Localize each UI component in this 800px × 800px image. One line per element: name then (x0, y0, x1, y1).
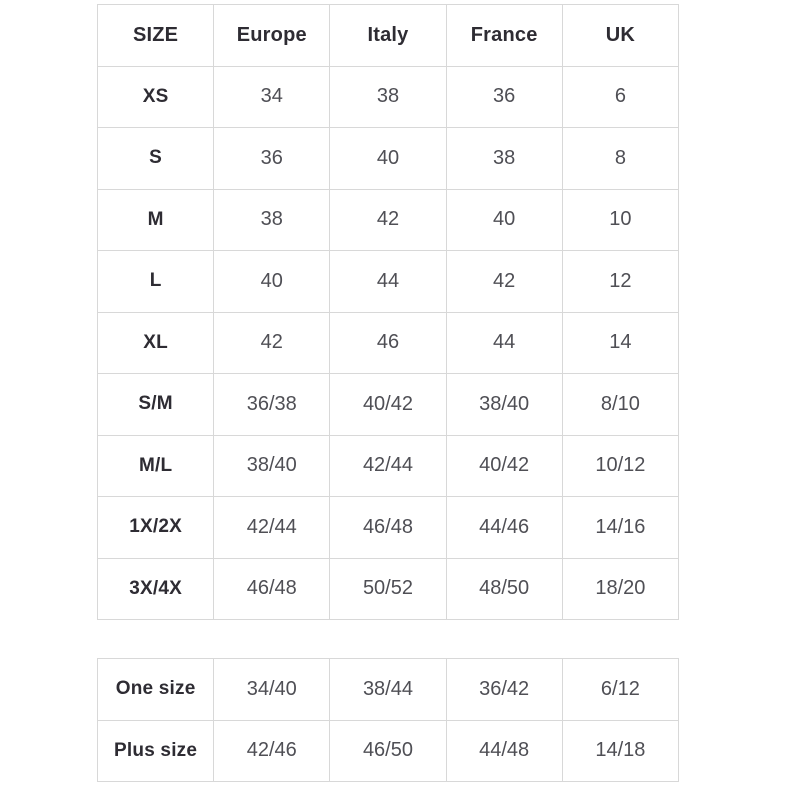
size-value-cell: 46 (330, 312, 446, 374)
column-header: France (446, 5, 562, 67)
size-value-cell: 42/46 (214, 720, 330, 782)
table-row (98, 497, 679, 559)
size-value-cell: 42 (330, 189, 446, 251)
size-value-cell: 10/12 (562, 435, 678, 497)
row-label: One size (98, 659, 214, 721)
size-value-cell: 34/40 (214, 659, 330, 721)
size-value-cell: 38 (330, 66, 446, 128)
size-value-cell: 12 (562, 251, 678, 313)
size-conversion-table (97, 4, 679, 620)
size-value-cell: 40 (446, 189, 562, 251)
size-value-cell: 36 (214, 128, 330, 190)
table-row (98, 374, 679, 436)
size-value-cell: 40/42 (446, 435, 562, 497)
size-value-cell: 10 (562, 189, 678, 251)
column-header: Europe (214, 5, 330, 67)
row-label: XL (98, 312, 214, 374)
size-value-cell: 42/44 (330, 435, 446, 497)
size-value-cell: 36 (446, 66, 562, 128)
table-row (98, 66, 679, 128)
row-label: 1X/2X (98, 497, 214, 559)
special-size-table-body (98, 659, 679, 782)
table-row (98, 128, 679, 190)
size-value-cell: 38 (446, 128, 562, 190)
row-label: M/L (98, 435, 214, 497)
special-size-table (97, 658, 679, 782)
table-row (98, 312, 679, 374)
row-label: 3X/4X (98, 558, 214, 620)
size-value-cell: 46/50 (330, 720, 446, 782)
row-label: S (98, 128, 214, 190)
size-value-cell: 50/52 (330, 558, 446, 620)
size-value-cell: 48/50 (446, 558, 562, 620)
size-value-cell: 14 (562, 312, 678, 374)
row-label: Plus size (98, 720, 214, 782)
size-value-cell: 44/46 (446, 497, 562, 559)
size-value-cell: 14/18 (562, 720, 678, 782)
size-value-cell: 40/42 (330, 374, 446, 436)
table-row (98, 720, 679, 782)
row-label: L (98, 251, 214, 313)
table-row (98, 435, 679, 497)
size-value-cell: 42 (446, 251, 562, 313)
column-header: SIZE (98, 5, 214, 67)
size-value-cell: 8/10 (562, 374, 678, 436)
table-row (98, 189, 679, 251)
column-header: Italy (330, 5, 446, 67)
size-value-cell: 6 (562, 66, 678, 128)
size-value-cell: 46/48 (214, 558, 330, 620)
header-row (98, 5, 679, 67)
size-value-cell: 6/12 (562, 659, 678, 721)
size-value-cell: 42/44 (214, 497, 330, 559)
row-label: XS (98, 66, 214, 128)
table-row (98, 558, 679, 620)
size-value-cell: 40 (214, 251, 330, 313)
column-header: UK (562, 5, 678, 67)
size-value-cell: 38 (214, 189, 330, 251)
size-value-cell: 38/44 (330, 659, 446, 721)
size-value-cell: 36/38 (214, 374, 330, 436)
table-row (98, 659, 679, 721)
size-value-cell: 18/20 (562, 558, 678, 620)
size-value-cell: 8 (562, 128, 678, 190)
table-row (98, 251, 679, 313)
row-label: M (98, 189, 214, 251)
size-conversion-table-body (98, 66, 679, 620)
size-value-cell: 38/40 (214, 435, 330, 497)
size-value-cell: 40 (330, 128, 446, 190)
size-value-cell: 42 (214, 312, 330, 374)
size-value-cell: 44 (330, 251, 446, 313)
size-value-cell: 38/40 (446, 374, 562, 436)
size-value-cell: 14/16 (562, 497, 678, 559)
size-value-cell: 44 (446, 312, 562, 374)
size-value-cell: 34 (214, 66, 330, 128)
size-value-cell: 46/48 (330, 497, 446, 559)
size-value-cell: 44/48 (446, 720, 562, 782)
row-label: S/M (98, 374, 214, 436)
size-value-cell: 36/42 (446, 659, 562, 721)
